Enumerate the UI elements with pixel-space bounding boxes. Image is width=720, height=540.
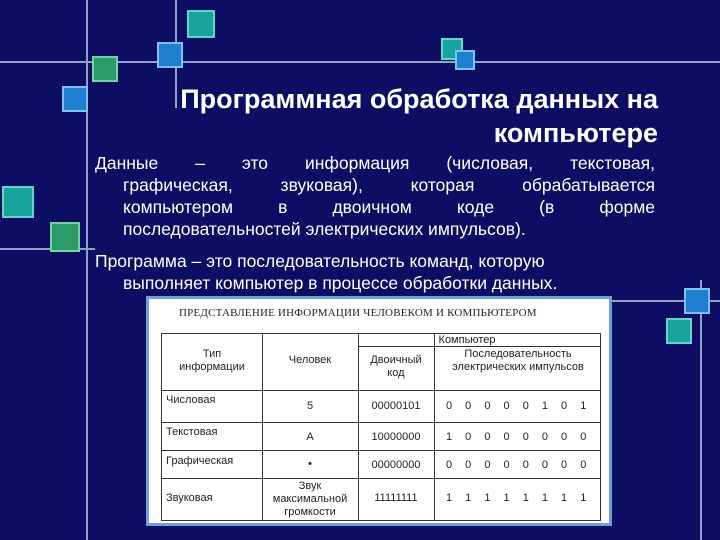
paragraph-line: компьютером в двоичном коде (в форме [123, 197, 655, 217]
table-cell-pulses: 0 0 0 0 0 0 0 0 [446, 459, 592, 471]
paragraph-program-definition [95, 250, 655, 294]
paragraph-data-definition [95, 152, 655, 240]
info-representation-table [146, 296, 612, 526]
decor-square [157, 42, 183, 68]
table-divider [162, 478, 600, 479]
decor-line-vertical-right [700, 280, 702, 540]
table-cell-human: А [306, 431, 314, 443]
paragraph-line: Программа – это последовательность команд, которую [95, 251, 545, 271]
table-cell-pulses: 1 0 0 0 0 0 0 0 [446, 431, 592, 443]
table-caption: ПРЕДСТАВЛЕНИЕ ИНФОРМАЦИИ ЧЕЛОВЕКОМ И КОМПЬЮТЕРОМ [179, 307, 537, 319]
table-cell-type: Звуковая [166, 492, 213, 504]
decor-square [666, 318, 692, 344]
table-divider [162, 422, 600, 423]
table-cell-binary: 11111111 [374, 492, 418, 504]
table-divider [434, 334, 435, 520]
table-header: Двоичный код [370, 354, 422, 379]
table-cell-pulses: 0 0 0 0 0 1 0 1 [446, 400, 592, 412]
table-cell-type: Текстовая [166, 426, 218, 438]
table-cell-human: 5 [306, 400, 314, 412]
table-cell-binary: 00000000 [371, 459, 421, 471]
table-header: Последовательность электрических импульсов [452, 348, 584, 373]
decor-square [187, 10, 215, 38]
decor-square [92, 56, 118, 82]
table-header: Человек [288, 354, 332, 366]
table-header: Тип информации [179, 348, 245, 373]
slide-title-line: Программная обработка данных на [180, 84, 658, 114]
table-group-header: Компьютер [438, 334, 496, 346]
decor-square [62, 86, 88, 112]
table-cell-binary: 10000000 [371, 431, 421, 443]
decor-square [684, 288, 710, 314]
table-divider [162, 450, 600, 451]
table-cell-pulses: 1 1 1 1 1 1 1 1 [446, 492, 592, 504]
table-grid [161, 333, 601, 521]
slide-title-line: компьютере [493, 118, 658, 148]
table-cell-human: • [308, 458, 312, 470]
table-cell-binary: 00000101 [371, 400, 421, 412]
paragraph-line: выполняет компьютер в процессе обработки данных. [123, 273, 558, 293]
paragraph-line: графическая, звуковая), которая обрабатывается [123, 175, 655, 195]
decor-square [455, 50, 475, 70]
decor-line-vertical-left [86, 0, 88, 540]
decor-line-horizontal-left [0, 248, 95, 250]
table-cell-type: Графическая [166, 455, 234, 467]
paragraph-line: последовательностей электрических импульсов). [123, 219, 526, 239]
decor-square [50, 222, 80, 252]
slide-title [130, 82, 658, 150]
table-divider [162, 390, 600, 391]
paragraph-line: Данные – это информация (числовая, текстовая, [95, 153, 655, 173]
decor-square [2, 186, 34, 218]
table-cell-type: Числовая [166, 394, 216, 406]
table-cell-human: Звук максимальной громкости [272, 480, 348, 518]
